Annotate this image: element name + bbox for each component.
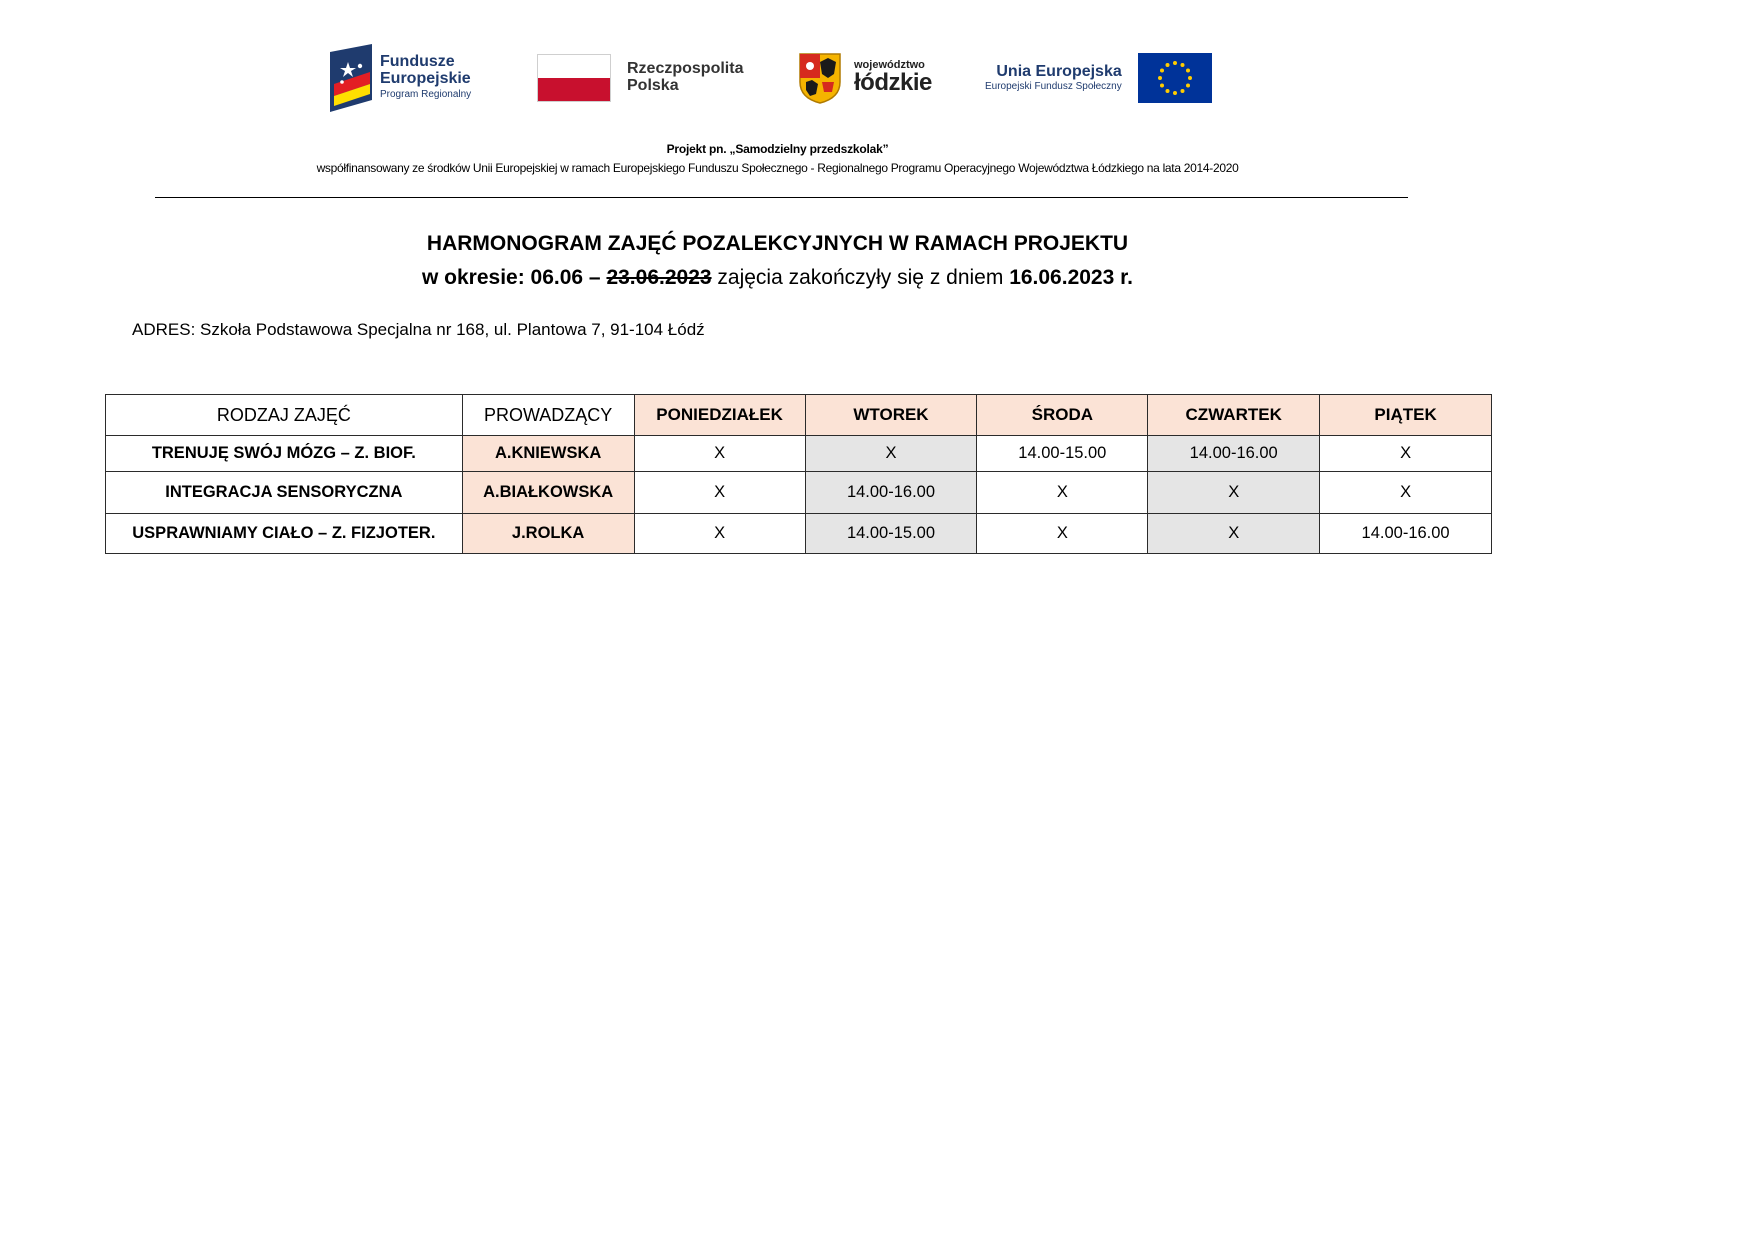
period-prefix: w okresie: 06.06 – bbox=[422, 266, 607, 289]
cell-friday: X bbox=[1320, 436, 1492, 472]
eu-flag-icon bbox=[1138, 53, 1212, 103]
cell-activity: USPRAWNIAMY CIAŁO – Z. FIZJOTER. bbox=[106, 514, 463, 554]
eu-logo-line2: Europejski Fundusz Społeczny bbox=[985, 80, 1122, 92]
cell-monday: X bbox=[634, 514, 805, 554]
cell-thursday: X bbox=[1148, 514, 1320, 554]
project-funding-line: współfinansowany ze środków Unii Europejskiej w ramach Europejskiego Funduszu Społecznego - Regionalnego Programu Operacyjnego Województwa Łódzkiego na lata 2014-2020 bbox=[316, 161, 1239, 175]
period-struck-date: 23.06.2023 bbox=[606, 266, 712, 289]
eu-logo-line1: Unia Europejska bbox=[996, 63, 1122, 81]
cell-wednesday: X bbox=[977, 472, 1148, 514]
cell-wednesday: X bbox=[977, 514, 1148, 554]
cell-leader: A.BIAŁKOWSKA bbox=[462, 472, 634, 514]
project-header bbox=[0, 142, 1555, 175]
cell-friday: 14.00-16.00 bbox=[1320, 514, 1492, 554]
cell-tuesday: 14.00-16.00 bbox=[805, 472, 977, 514]
cell-activity: TRENUJĘ SWÓJ MÓZG – Z. BIOF. bbox=[106, 436, 463, 472]
polish-flag-icon bbox=[537, 54, 611, 102]
cell-tuesday: 14.00-15.00 bbox=[805, 514, 977, 554]
title-period bbox=[0, 261, 1555, 295]
header-rodzaj-zajec: RODZAJ ZAJĘĆ bbox=[106, 395, 463, 436]
fe-logo-line2: Europejskie bbox=[380, 70, 471, 88]
fundusze-europejskie-logo bbox=[330, 40, 471, 115]
wojewodztwo-lodzkie-logo bbox=[798, 40, 932, 115]
fundusze-europejskie-emblem-icon bbox=[330, 44, 372, 112]
fe-logo-line3: Program Regionalny bbox=[380, 89, 472, 101]
cell-monday: X bbox=[634, 436, 805, 472]
cell-wednesday: 14.00-15.00 bbox=[977, 436, 1148, 472]
rp-logo-line1: Rzeczpospolita bbox=[627, 59, 744, 77]
schedule-table bbox=[105, 394, 1492, 554]
header-prowadzacy: PROWADZĄCY bbox=[462, 395, 634, 436]
cell-tuesday: X bbox=[805, 436, 977, 472]
lodzkie-logo-line1: województwo bbox=[854, 59, 925, 71]
period-end-date: 16.06.2023 r. bbox=[1009, 266, 1133, 289]
table-row bbox=[106, 436, 1492, 472]
rp-logo-line2: Polska bbox=[627, 76, 679, 94]
period-note: zajęcia zakończyły się z dniem bbox=[711, 266, 1010, 289]
table-row bbox=[106, 514, 1492, 554]
project-name: Projekt pn. „Samodzielny przedszkolak” bbox=[666, 142, 889, 156]
table-row bbox=[106, 472, 1492, 514]
address-line: ADRES: Szkoła Podstawowa Specjalna nr 168, ul. Plantowa 7, 91-104 Łódź bbox=[132, 320, 705, 339]
fe-logo-line1: Fundusze bbox=[380, 53, 455, 71]
header-wtorek: WTOREK bbox=[805, 395, 977, 436]
lodzkie-coat-of-arms-icon bbox=[798, 52, 842, 104]
cell-leader: J.ROLKA bbox=[462, 514, 634, 554]
cell-leader: A.KNIEWSKA bbox=[462, 436, 634, 472]
logo-bar bbox=[0, 40, 1555, 115]
rzeczpospolita-polska-logo bbox=[537, 40, 743, 115]
document-title bbox=[0, 230, 1555, 295]
title-line1: HARMONOGRAM ZAJĘĆ POZALEKCYJNYCH W RAMACH PROJEKTU bbox=[426, 232, 1129, 255]
lodzkie-logo-line2: łódzkie bbox=[854, 69, 932, 96]
cell-thursday: X bbox=[1148, 472, 1320, 514]
header-sroda: ŚRODA bbox=[977, 395, 1148, 436]
cell-thursday: 14.00-16.00 bbox=[1148, 436, 1320, 472]
table-header-row bbox=[106, 395, 1492, 436]
unia-europejska-logo bbox=[985, 40, 1212, 115]
cell-friday: X bbox=[1320, 472, 1492, 514]
header-czwartek: CZWARTEK bbox=[1148, 395, 1320, 436]
cell-monday: X bbox=[634, 472, 805, 514]
header-poniedzialek: PONIEDZIAŁEK bbox=[634, 395, 805, 436]
header-divider bbox=[155, 197, 1408, 198]
cell-activity: INTEGRACJA SENSORYCZNA bbox=[106, 472, 463, 514]
header-piatek: PIĄTEK bbox=[1320, 395, 1492, 436]
